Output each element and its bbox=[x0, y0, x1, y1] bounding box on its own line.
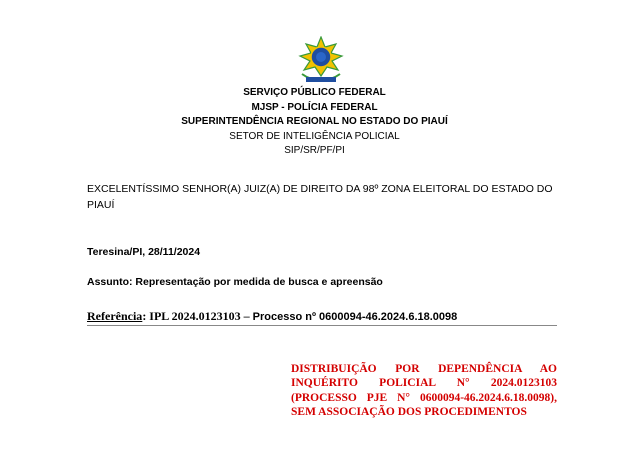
reference-ipl: : IPL 2024.0123103 – bbox=[142, 309, 253, 323]
brazil-coat-of-arms-icon bbox=[296, 36, 346, 84]
header-line-4: SETOR DE INTELIGÊNCIA POLICIAL bbox=[229, 130, 400, 142]
subject-line: Assunto: Representação por medida de busca e apreensão bbox=[87, 276, 383, 288]
header-line-1: SERVIÇO PÚBLICO FEDERAL bbox=[243, 87, 386, 98]
header-line-2: MJSP - POLÍCIA FEDERAL bbox=[251, 101, 378, 113]
date-line: Teresina/PI, 28/11/2024 bbox=[87, 246, 201, 258]
distribution-note: DISTRIBUIÇÃO POR DEPENDÊNCIA AO INQUÉRITO POLICIAL N° 2024.0123103 (PROCESSO PJE N° 0600094-46.2024.6.18.0098), SEM ASSOCIAÇÃO DOS PROCEDIMENTOS bbox=[291, 363, 557, 419]
header-line-5: SIP/SR/PF/PI bbox=[284, 145, 345, 156]
addressee: EXCELENTÍSSIMO SENHOR(A) JUIZ(A) DE DIREITO DA 98º ZONA ELEITORAL DO ESTADO DO PIAUÍ bbox=[87, 183, 553, 211]
reference-process: Processo nº 0600094-46.2024.6.18.0098 bbox=[252, 311, 458, 323]
header-line-3: SUPERINTENDÊNCIA REGIONAL NO ESTADO DO PIAUÍ bbox=[181, 116, 448, 127]
reference-label: Referência bbox=[87, 309, 143, 323]
reference-line bbox=[87, 309, 557, 326]
document-header bbox=[0, 86, 629, 159]
